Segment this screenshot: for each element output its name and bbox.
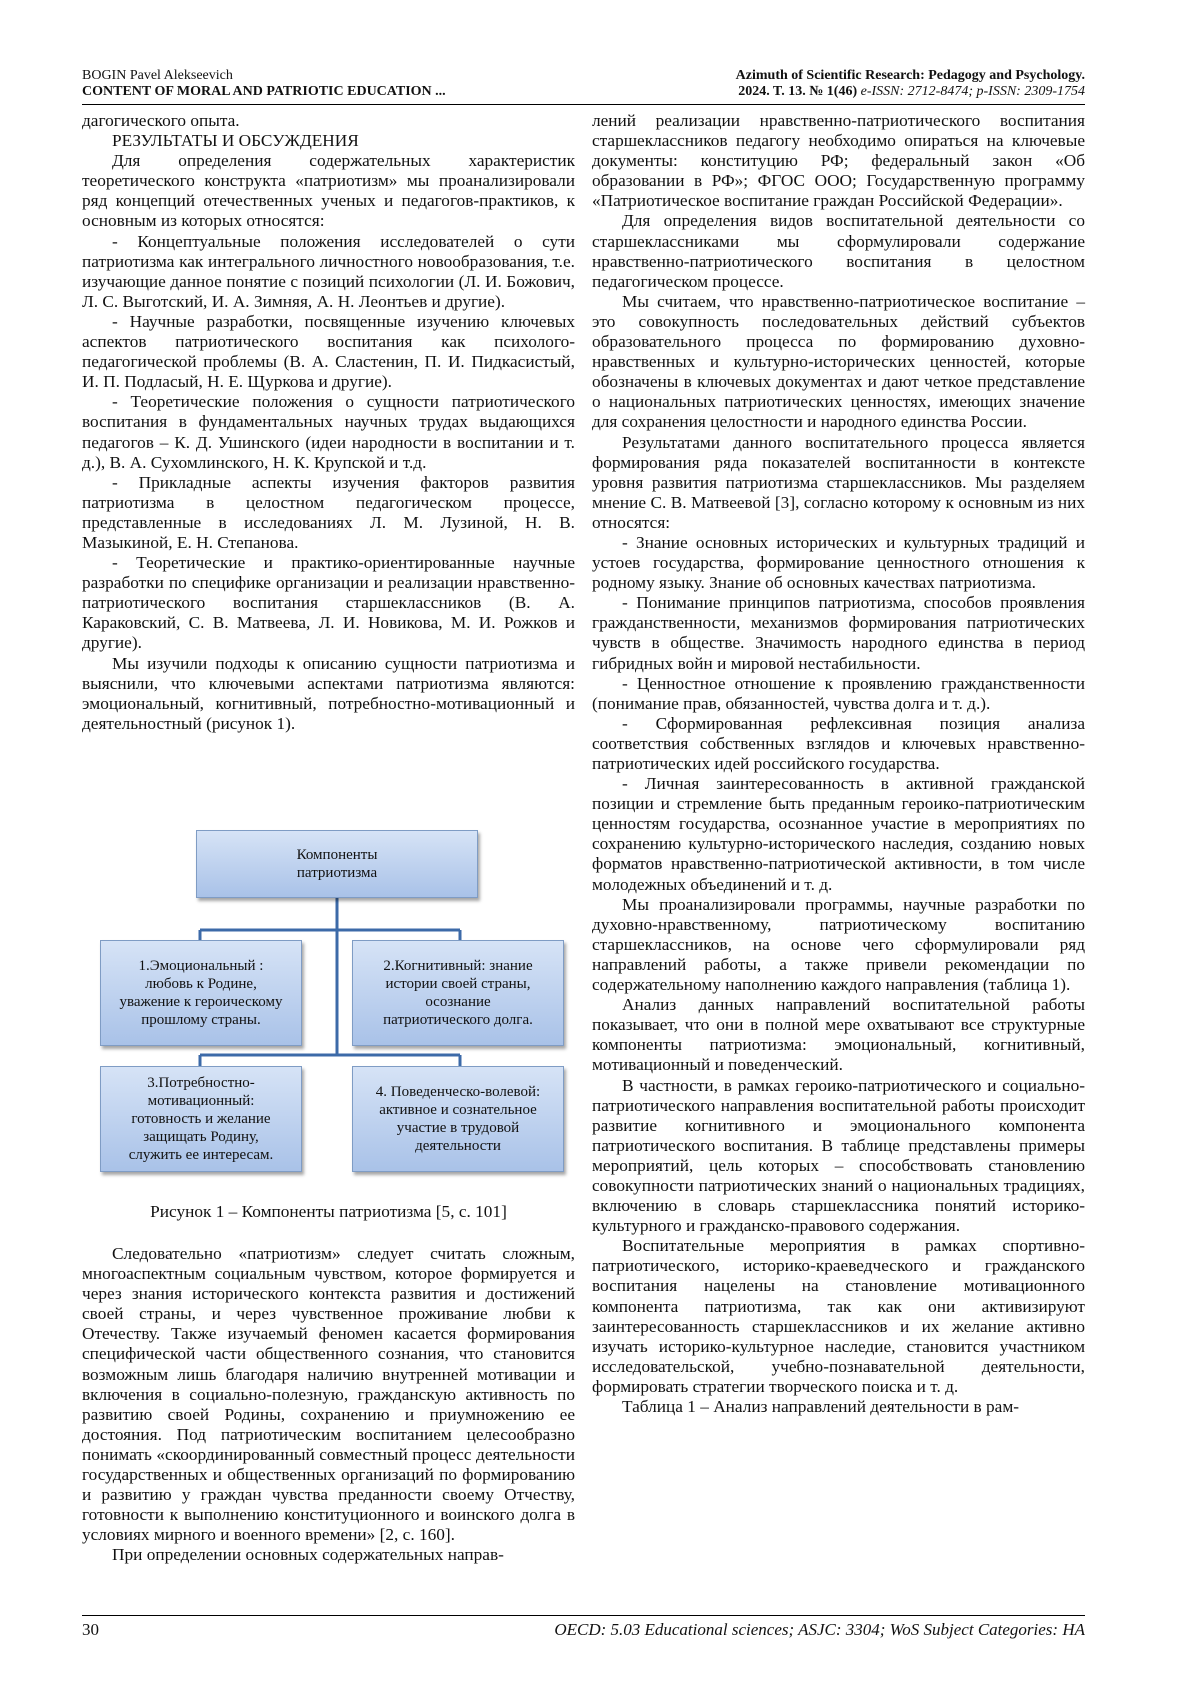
list-item: - Ценностное отношение к проявлению гражданственности (понимание прав, обязанностей, чувства долга и т. д.). [592,673,1085,713]
figure-1-diagram [100,830,570,1190]
section-title: РЕЗУЛЬТАТЫ И ОБСУЖДЕНИЯ [112,131,359,151]
page-footer [82,1615,1085,1639]
paragraph: При определении основных содержательных направ- [112,1545,504,1565]
list-item: - Научные разработки, посвященные изучению ключевых аспектов патриотического воспитания как психолого-педагогической проблемы (В. А. Сластенин, П. И. Пидкасистый, И. П. Подласый, Н. Е. Щуркова и другие). [82,311,575,392]
paragraph: лений реализации нравственно-патриотического воспитания старшеклассников педагогу необходимо опираться на ключевые документы: конституцию РФ; федеральный закон «Об образовании в РФ»; ФГОС ООО; Государственную программу «Патриотическое воспитание граждан Российской Федерации». [592,111,1085,211]
list-item: - Понимание принципов патриотизма, способов проявления гражданственности, механизмов формирования патриотических чувств в обществе. Значимость народного единства в период гибридных войн и мировой нестабильности. [592,593,1085,673]
list-item: - Личная заинтересованность в активной гражданской позиции и стремление быть преданным героико-патриотическим ценностям государства, осознанное участие в мероприятиях по сохранению культурно-исторического наследия, созданию новых форматов нравственно-патриотической активности, в том числе молодежных объединений и т. д. [592,774,1085,894]
diagram-box-patriotism-components: Компоненты патриотизма [196,830,478,898]
list-item: - Знание основных исторических и культурных традиций и устоев государства, формирование ценностного отношения к родному языку. Знание об основных качествах патриотизма. [592,532,1085,593]
table-caption: Таблица 1 – Анализ направлений деятельности в рам- [622,1397,1020,1416]
paragraph: дагогического опыта. [82,111,240,130]
diagram-box-motivational: 3.Потребностно- мотивационный: готовность и желание защищать Родину, служить ее интересам. [100,1066,302,1172]
list-item: - Прикладные аспекты изучения факторов развития патриотизма в целостном педагогическом процессе, представленные в исследованиях Л. М. Лузиной, Н. В. Мазыкиной, Е. Н. Степанова. [82,472,575,552]
list-item: - Теоретические и практико-ориентированные научные разработки по специфике организации и реализации нравственно-патриотического воспитания старшеклассников (В. А. Караковский, С. В. Матвеева, Л. И. Новикова, М. И. Рожков и другие). [82,553,575,653]
page-number: 30 [82,1620,99,1639]
paragraph: Анализ данных направлений воспитательной работы показывает, что они в полной мере охватывают все структурные компоненты патриотизма: эмоциональный, когнитивный, мотивационный и поведенческий. [592,995,1085,1075]
paragraph: Для определения содержательных характеристик теоретического конструкта «патриотизм» мы проанализировали ряд концепций отечественных ученых и педагогов-практиков, к основным из которых относятся: [82,151,575,231]
left-column [82,111,575,734]
issn-info: e-ISSN: 2712-8474; p-ISSN: 2309-1754 [860,84,1085,99]
header-left [82,68,446,100]
paragraph: Воспитательные мероприятия в рамках спортивно-патриотического, историко-краеведческого и гражданского воспитания нацелены на становление мотивационного компонента патриотизма, так как они активизируют заинтересованность старшеклассников и их желание активно изучать историко-культурное наследие, становится участником исследовательской, учебно-познавательной деятельности, формировать стратегии творческого поиска и т. д. [592,1236,1085,1396]
diagram-box-cognitive: 2.Когнитивный: знание истории своей страны, осознание патриотического долга. [352,940,564,1046]
paragraph: Следовательно «патриотизм» следует считать сложным, многоаспектным социальным чувством, которое формируется и через знания исторического контекста развития и достижений своей страны, и через чувственное проживание любви к Отечеству. Также изучаемый феномен касается формирования специфической части общественного сознания, что становится возможным лишь благодаря наличию внутренней мотивации и включения в социально-полезную, гражданскую активность по развитию своей Родины, сохранению и приумножению ее достояния. Под патриотическим воспитанием целесообразно понимать «скоординированный совместный процесс деятельности государственных и общественных организаций по формированию и развитию у граждан чувства преданности своему Отчеству, готовности к выполнению конституционного и воинского долга в условиях мирного и военного времени» [2, с. 160]. [82,1244,575,1545]
subject-classification: OECD: 5.03 Educational sciences; ASJC: 3304; WoS Subject Categories: HA [554,1620,1085,1639]
list-item: - Теоретические положения о сущности патриотического воспитания в фундаментальных научных трудах выдающихся педагогов – К. Д. Ушинского (идеи народности в воспитании и т. д.), В. А. Сухомлинского, Н. К. Крупской и т.д. [82,392,575,472]
list-item: - Концептуальные положения исследователей о сути патриотизма как интегрального личностного новообразования, т.е. изучающие данное понятие с позиций психологии (Л. И. Божович, Л. С. Выготский, И. А. Зимняя, А. Н. Леонтьев и другие). [82,231,575,311]
paragraph: Мы проанализировали программы, научные разработки по духовно-нравственному, патриотическому воспитанию старшеклассников, на основе чего сформулировали ряд направлений работы, а также привели рекомендации по содержательному наполнению каждого направления (таблица 1). [592,894,1085,995]
paragraph: Мы считаем, что нравственно-патриотическое воспитание – это совокупность последовательных действий субъектов образовательного процесса по формированию духовно-нравственных и культурно-исторических ценностей, которые обозначены в ключевых документах и дают четкое представление о национальных патриотических ценностях, имеющих значение для сохранения целостности и народного единства России. [592,291,1085,432]
paragraph: Результатами данного воспитательного процесса является формирования ряда показателей воспитанности в контексте уровня развития патриотизма старшеклассников. Мы разделяем мнение С. В. Матвеевой [3], согласно которому к основным из них относятся: [592,432,1085,532]
page-header [82,68,1085,105]
left-column-lower [82,1244,575,1566]
list-item: - Сформированная рефлексивная позиция анализа соответствия собственных взглядов и ключевых нравственно-патриотических идей российского государства. [592,713,1085,773]
figure-caption: Рисунок 1 – Компоненты патриотизма [5, с. 101] [150,1202,507,1221]
header-right [736,68,1085,100]
paragraph: В частности, в рамках героико-патриотического и социально-патриотического направления воспитательной работы происходит развитие когнитивного и эмоционального компонента патриотического воспитания. В таблице представлены примеры мероприятий, цель которых – способствовать становлению совокупности патриотических знаний о национальных традициях, включению в словарь старшеклассника понятий историко-культурного и гражданско-правового содержания. [592,1075,1085,1236]
author-name: BOGIN Pavel Alekseevich [82,68,233,83]
diagram-box-behavioral: 4. Поведенческо-волевой: активное и сознательное участие в трудовой деятельности [352,1066,564,1172]
paragraph: Мы изучили подходы к описанию сущности патриотизма и выяснили, что ключевыми аспектами патриотизма являются: эмоциональный, когнитивный, потребностно-мотивационный и деятельностный (рисунок 1). [82,653,575,733]
journal-name: Azimuth of Scientific Research: Pedagogy and Psychology. [735,68,1085,83]
issue-info: 2024. T. 13. № 1(46) [738,84,858,99]
right-column [592,111,1085,1417]
running-title: CONTENT OF MORAL AND PATRIOTIC EDUCATION ... [82,84,446,99]
paragraph: Для определения видов воспитательной деятельности со старшеклассниками мы сформулировали содержание нравственно-патриотического воспитания в целостном педагогическом процессе. [592,211,1085,291]
diagram-box-emotional: 1.Эмоциональный : любовь к Родине, уважение к героическому прошлому страны. [100,940,302,1046]
